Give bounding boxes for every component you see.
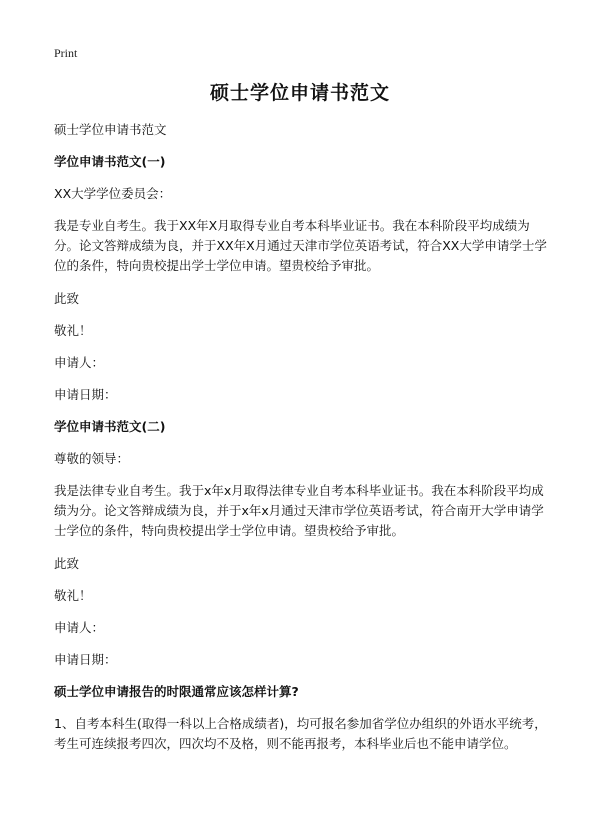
section-1-date: 申请日期：: [54, 387, 117, 402]
section-2-closing-1: 此致: [54, 556, 80, 571]
section-3-heading: 硕士学位申请报告的时限通常应该怎样计算?: [54, 684, 299, 699]
section-2-date: 申请日期：: [54, 652, 117, 667]
document-title: 硕士学位申请书范文: [209, 82, 390, 104]
section-2-salutation: 尊敬的领导：: [54, 451, 130, 466]
document-body: [54, 120, 554, 767]
section-1-salutation: XX大学学位委员会：: [54, 186, 172, 201]
document-subtitle: 硕士学位申请书范文: [54, 122, 167, 137]
section-1-applicant: 申请人：: [54, 355, 105, 370]
section-2-body: 我是法律专业自考生。我于x年x月取得法律专业自考本科毕业证书。我在本科阶段平均成绩为分。论文答辩成绩为良，并于x年x月通过天津市学位英语考试，符合南开大学申请学士学位的条件，特向贵校提出学士学位申请。望贵校给予审批。: [54, 483, 544, 538]
print-link[interactable]: Print: [54, 46, 78, 60]
section-1-body: 我是专业自考生。我于XX年X月取得专业自考本科毕业证书。我在本科阶段平均成绩为分。论文答辩成绩为良，并于XX年X月通过天津市学位英语考试，符合XX大学申请学士学位的条件，特向贵校提出学士学位申请。望贵校给予审批。: [54, 218, 547, 273]
section-2-closing-2: 敬礼！: [54, 588, 92, 603]
section-2-applicant: 申请人：: [54, 620, 105, 635]
section-3-body: 1、自考本科生(取得一科以上合格成绩者)，均可报名参加省学位办组织的外语水平统考，考生可连续报考四次，四次均不及格，则不能再报考，本科毕业后也不能申请学位。: [54, 716, 547, 751]
section-1-heading: 学位申请书范文(一): [54, 154, 166, 169]
section-1-closing-1: 此致: [54, 291, 80, 306]
section-1-closing-2: 敬礼！: [54, 323, 92, 338]
section-2-heading: 学位申请书范文(二): [54, 419, 166, 434]
